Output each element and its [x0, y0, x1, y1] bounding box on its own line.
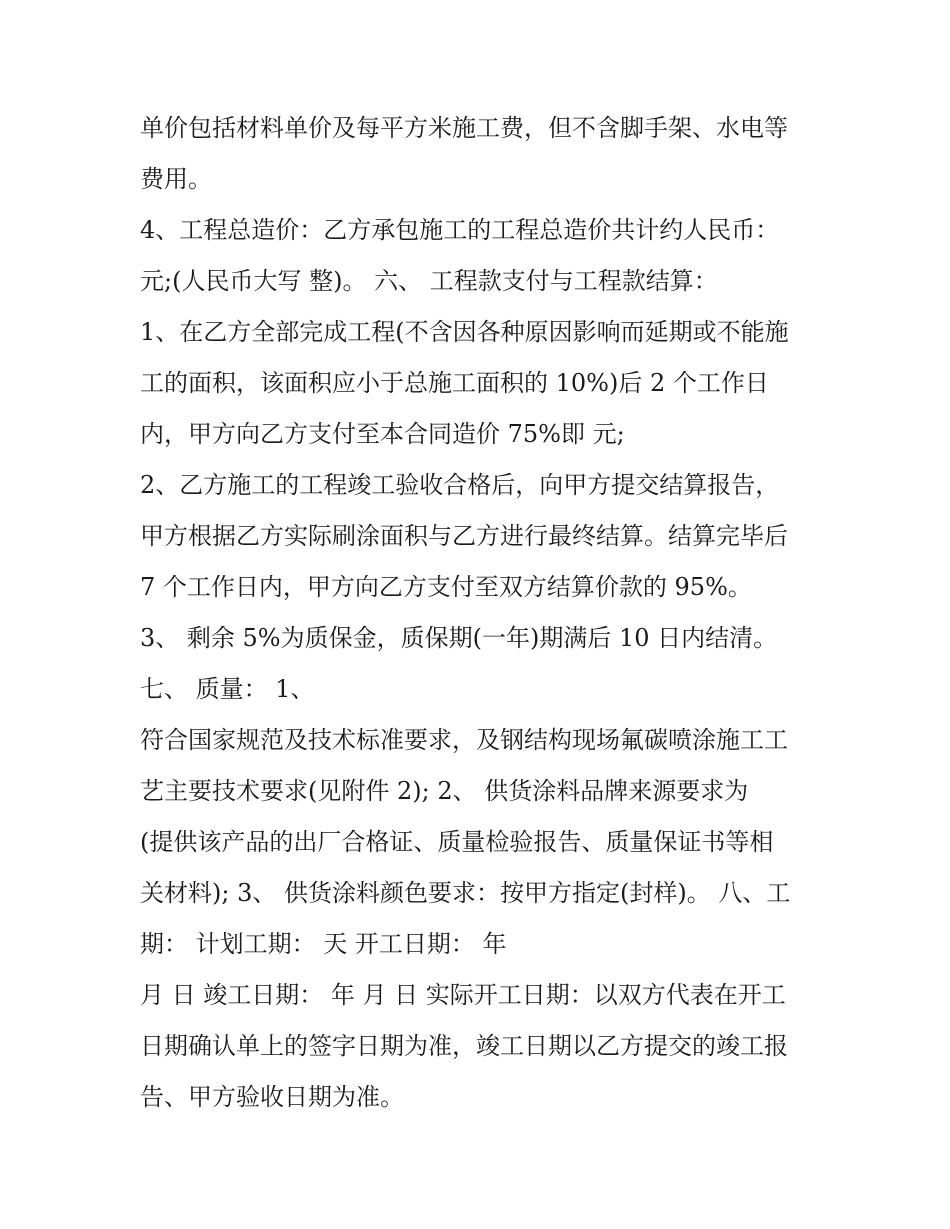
text-line: 单价包括材料单价及每平方米施工费，但不含脚手架、水电等: [140, 114, 788, 142]
text-line: 符合国家规范及技术标准要求，及钢结构现场氟碳喷涂施工工: [140, 726, 788, 754]
text-line: 元;(人民币大写 整)。 六、 工程款支付与工程款结算：: [140, 267, 718, 295]
text-line: 甲方根据乙方实际刷涂面积与乙方进行最终结算。结算完毕后: [140, 522, 788, 550]
text-line: 月 日 竣工日期： 年 月 日 实际开工日期：以双方代表在开工: [140, 981, 786, 1009]
text-line: 关材料); 3、 供货涂料颜色要求：按甲方指定(封样)。 八、工: [140, 879, 791, 907]
contract-text: [140, 103, 820, 1123]
text-line: 费用。: [140, 165, 212, 193]
text-line: 4、工程总造价：乙方承包施工的工程总造价共计约人民币：: [140, 216, 780, 244]
text-line: 期： 计划工期： 天 开工日期： 年: [140, 930, 507, 958]
text-line: 内，甲方向乙方支付至本合同造价 75%即 元;: [140, 420, 625, 448]
text-line: 1、在乙方全部完成工程(不含因各种原因影响而延期或不能施: [140, 318, 789, 346]
text-line: 告、甲方验收日期为准。: [140, 1083, 404, 1111]
text-line: 3、 剩余 5%为质保金，质保期(一年)期满后 10 日内结清。: [140, 624, 778, 652]
text-line: 艺主要技术要求(见附件 2); 2、 供货涂料品牌来源要求为: [140, 777, 749, 805]
text-line: (提供该产品的出厂合格证、质量检验报告、质量保证书等相: [140, 828, 774, 856]
text-line: 工的面积，该面积应小于总施工面积的 10%)后 2 个工作日: [140, 369, 769, 397]
section-heading-quality: 七、 质量： 1、: [140, 675, 315, 703]
text-line: 7 个工作日内，甲方向乙方支付至双方结算价款的 95%。: [140, 573, 752, 601]
text-line: 2、乙方施工的工程竣工验收合格后，向甲方提交结算报告，: [140, 471, 780, 499]
text-line: 日期确认单上的签字日期为准，竣工日期以乙方提交的竣工报: [140, 1032, 788, 1060]
